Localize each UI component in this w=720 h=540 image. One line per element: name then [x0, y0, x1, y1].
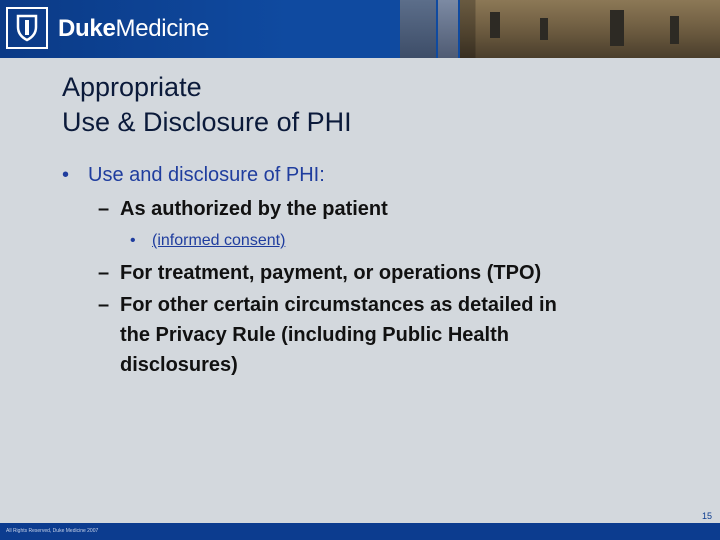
header-photo-2 [438, 0, 458, 58]
sub-sub-bullet-informed-consent [130, 230, 285, 252]
slide-title-line-2: Use & Disclosure of PHI [62, 107, 352, 137]
duke-shield-icon [6, 7, 48, 49]
sub-bullet-other-circumstances: – For other certain circumstances as detailed in [98, 294, 557, 316]
header-photo-chapel [460, 0, 720, 58]
bullet-dot-icon: • [130, 232, 136, 249]
slide-title [62, 70, 352, 140]
copyright-text: All Rights Reserved, Duke Medicine 2007 [6, 528, 99, 534]
slide-title-line-1: Appropriate [62, 72, 202, 102]
bullet-use-and-disclosure: • Use and disclosure of PHI: [62, 164, 325, 186]
page-number: 15 [701, 511, 712, 521]
brand-name: DukeMedicine [58, 15, 210, 42]
sub-bullet-tpo: – For treatment, payment, or operations (TPO) [98, 262, 542, 284]
header-bar [0, 0, 720, 58]
sub-bullet-other-circumstances-line-2: the Privacy Rule (including Public Health [120, 324, 509, 346]
informed-consent-link[interactable]: (informed consent) [152, 232, 286, 249]
sub-bullet-other-circumstances-line-3: disclosures) [120, 354, 238, 376]
header-photo-1 [400, 0, 436, 58]
bullet-dot-icon: • [62, 164, 70, 186]
footer-bar [0, 523, 720, 540]
sub-bullet-authorized: – As authorized by the patient [98, 198, 388, 220]
